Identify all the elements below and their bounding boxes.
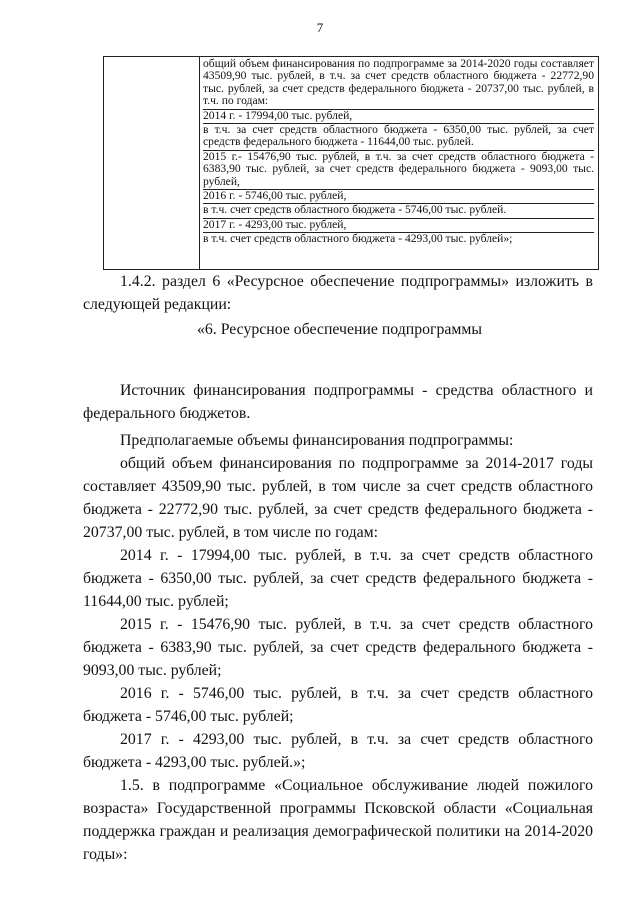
table-row: 2016 г. - 5746,00 тыс. рублей, — [203, 190, 594, 204]
section-title: «6. Ресурсное обеспечение подпрограммы — [197, 321, 483, 338]
paragraph-total-funding: общий объем финансирования по подпрограмме за 2014-2017 годы составляет 43509,90 тыс. рублей, в том числе за счет средств областного бюджета - 22772,90 тыс. рублей, за счет средств федерального бюджета - 20737,00 тыс. рублей, в том числе по годам: — [83, 455, 593, 541]
paragraph-year-2014: 2014 г. - 17994,00 тыс. рублей, в т.ч. за счет средств областного бюджета - 6350,00 тыс. рублей, за счет средств федерального бюджета - 11644,00 тыс. рублей; — [83, 547, 593, 610]
table-row: в т.ч. счет средств областного бюджета - 4293,00 тыс. рублей»; — [203, 232, 513, 246]
paragraph-year-2016: 2016 г. - 5746,00 тыс. рублей, в т.ч. за счет средств областного бюджета - 5746,00 тыс. рублей; — [83, 685, 593, 725]
paragraph-1-5: 1.5. в подпрограмме «Социальное обслуживание людей пожилого возраста» Государственной программы Псковской области «Социальная поддержка граждан и реализация демографической политики на 2014-2020 годы»: — [83, 777, 593, 863]
page-number: 7 — [316, 20, 324, 35]
table-right-column — [200, 57, 598, 269]
table-row: 2017 г. - 4293,00 тыс. рублей, — [203, 219, 594, 233]
financing-table — [103, 56, 599, 270]
table-row: общий объем финансирования по подпрограмме за 2014-2020 годы составляет 43509,90 тыс. рублей, в т.ч. за счет средств областного бюджета - 22772,90 тыс. рублей, за счет средств федерального бюджета - 20737,00 тыс. рублей, в т.ч. по годам: — [203, 58, 594, 110]
paragraph-1-4-2: 1.4.2. раздел 6 «Ресурсное обеспечение подпрограммы» изложить в следующей редакции: — [83, 273, 593, 313]
paragraph-year-2017: 2017 г. - 4293,00 тыс. рублей, в т.ч. за счет средств областного бюджета - 4293,00 тыс. рублей.»; — [83, 731, 593, 771]
table-row: 2015 г.- 15476,90 тыс. рублей, в т.ч. за счет средств областного бюджета - 6383,90 тыс. рублей, за счет средств федерального бюджета - 9093,00 тыс. рублей, — [203, 151, 594, 190]
document-body — [83, 270, 593, 866]
paragraph-year-2015: 2015 г. - 15476,90 тыс. рублей, в т.ч. за счет средств областного бюджета - 6383,90 тыс. рублей, за счет средств федерального бюджета - 9093,00 тыс. рублей; — [83, 616, 593, 679]
table-row: 2014 г. - 17994,00 тыс. рублей, — [203, 110, 594, 124]
paragraph-funding-source: Источник финансирования подпрограммы - средства областного и федерального бюджетов. — [83, 382, 593, 422]
paragraph-planned-volumes: Предполагаемые объемы финансирования подпрограммы: — [120, 432, 514, 449]
table-left-column — [104, 57, 200, 269]
table-row: в т.ч. за счет средств областного бюджета - 6350,00 тыс. рублей, за счет средств федерального бюджета - 11644,00 тыс. рублей. — [203, 124, 594, 151]
table-row: в т.ч. счет средств областного бюджета - 5746,00 тыс. рублей. — [203, 204, 594, 218]
